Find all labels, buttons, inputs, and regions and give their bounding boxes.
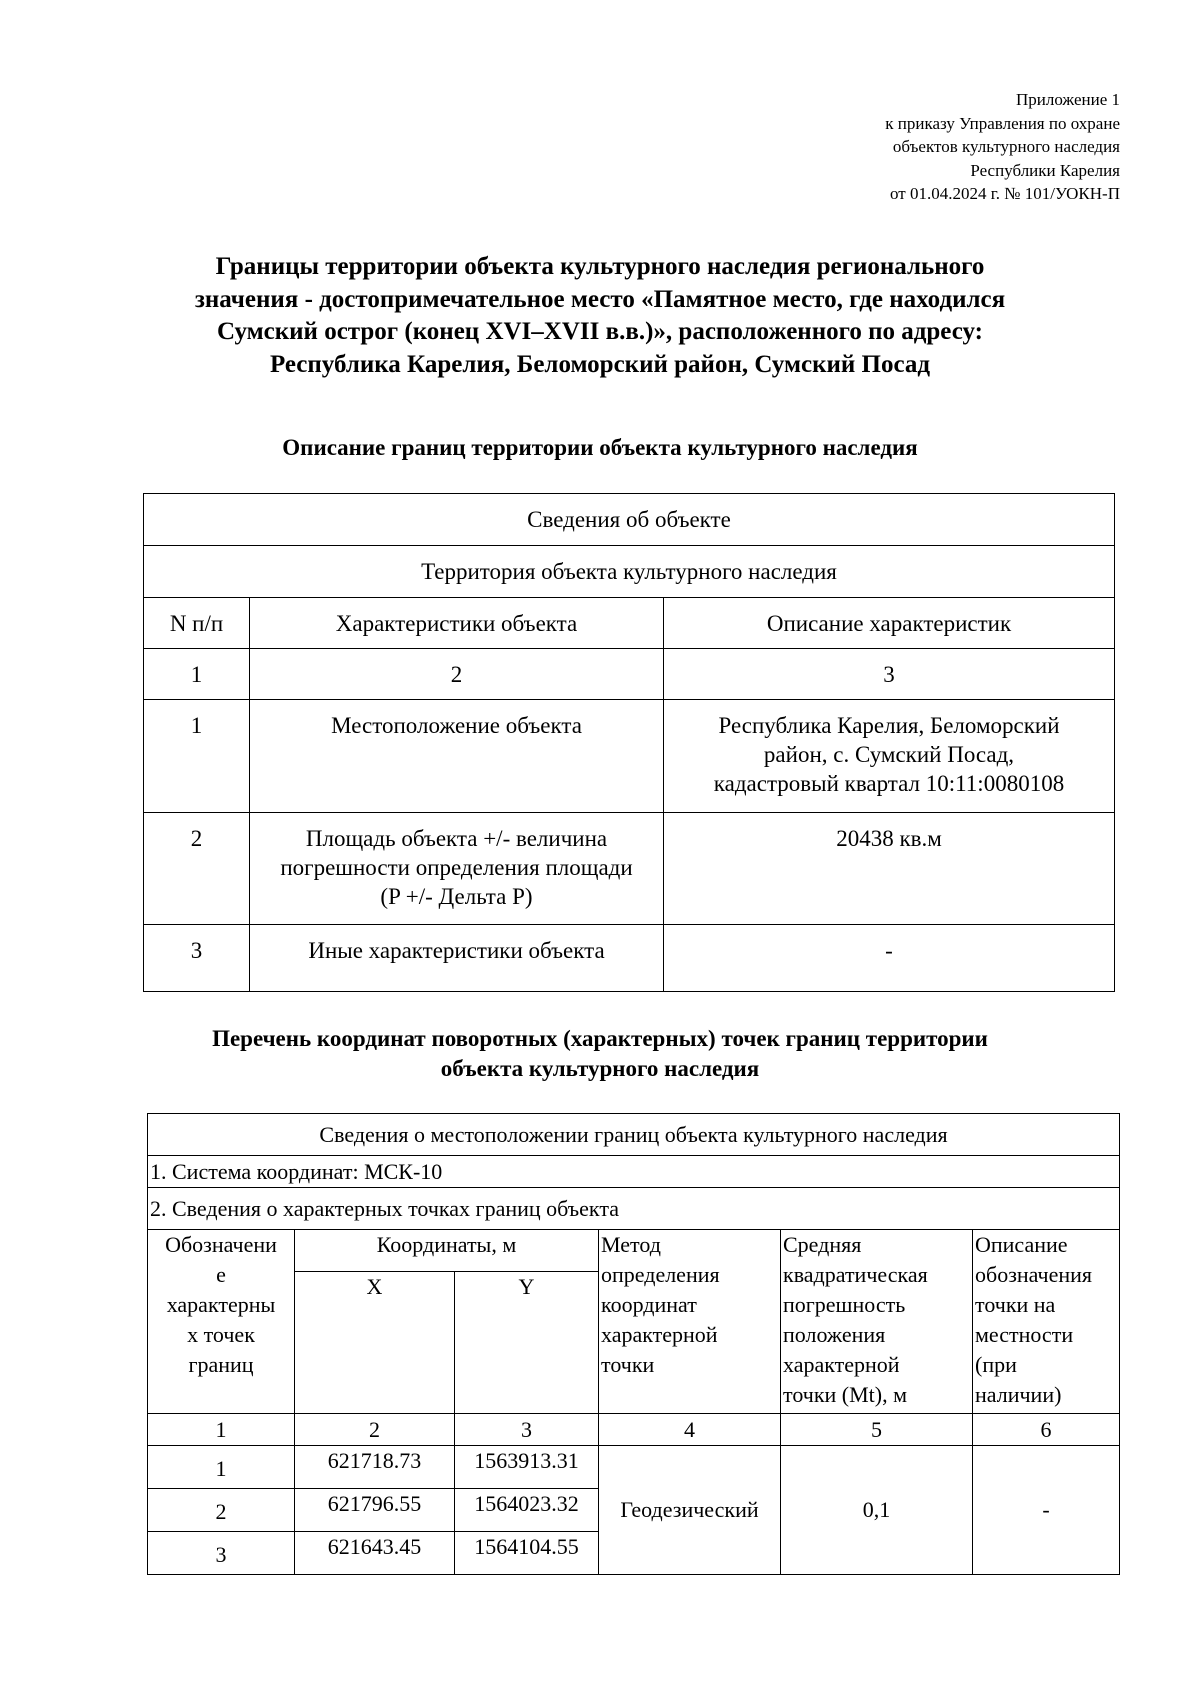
appendix-note [700, 88, 1120, 206]
row-characteristic: Местоположение объекта [250, 700, 664, 813]
row-description: Республика Карелия, Беломорский район, с. Сумский Посад, кадастровый квартал 10:11:0080108 [664, 700, 1115, 813]
table-row [144, 700, 1115, 813]
row-description: 20438 кв.м [664, 813, 1115, 925]
heading-line: объекта культурного наследия [440, 1056, 760, 1081]
appendix-line: к приказу Управления по охране [885, 113, 1120, 133]
column-header-error: Средняя квадратическая погрешность положения характерной точки (Mt), м [781, 1230, 973, 1414]
title-line: Республика Карелия, Беломорский район, Сумский Посад [269, 350, 931, 378]
title-line: Сумский острог (конец XVI–XVII в.в.)», расположенного по адресу: [217, 318, 983, 345]
title-line: значения - достопримечательное место «Памятное место, где находился [194, 285, 1006, 313]
column-header-designation: Обозначени е характерны х точек границ [148, 1230, 295, 1414]
appendix-line: Приложение 1 [1016, 90, 1120, 109]
column-number: 2 [295, 1414, 455, 1446]
appendix-line: Республики Карелия [970, 160, 1120, 180]
table-row [144, 925, 1115, 992]
column-header-y: Y [455, 1272, 599, 1414]
section2-heading [120, 1024, 1080, 1084]
point-y: 1564104.55 [455, 1532, 599, 1575]
point-id: 3 [148, 1532, 295, 1575]
point-x: 621718.73 [295, 1446, 455, 1489]
point-x: 621643.45 [295, 1532, 455, 1575]
column-header-number: N п/п [144, 598, 250, 649]
row-number: 3 [144, 925, 250, 992]
column-number: 3 [664, 649, 1115, 700]
points-header: 2. Сведения о характерных точках границ объекта [148, 1188, 1120, 1230]
column-number: 2 [250, 649, 664, 700]
document-title [120, 251, 1080, 381]
row-number: 1 [144, 700, 250, 813]
title-line: Границы территории объекта культурного наследия регионального [215, 253, 985, 280]
row-description: - [664, 925, 1115, 992]
section1-heading: Описание границ территории объекта культурного наследия [282, 435, 918, 460]
column-header-x: X [295, 1272, 455, 1414]
point-id: 1 [148, 1446, 295, 1489]
table-header: Сведения об объекте [144, 494, 1115, 546]
column-header-method: Метод определения координат характерной точки [599, 1230, 781, 1414]
point-method: Геодезический [599, 1446, 781, 1575]
column-number: 4 [599, 1414, 781, 1446]
row-characteristic: Иные характеристики объекта [250, 925, 664, 992]
point-y: 1564023.32 [455, 1489, 599, 1532]
appendix-line: от 01.04.2024 г. № 101/УОКН-П [890, 184, 1120, 203]
column-header-point-description: Описание обозначения точки на местности (при наличии) [973, 1230, 1120, 1414]
row-number: 2 [144, 813, 250, 925]
coordinates-table-header: Сведения о местоположении границ объекта культурного наследия [148, 1114, 1120, 1156]
appendix-line: объектов культурного наследия [892, 137, 1120, 156]
coordinates-table [147, 1113, 1120, 1575]
point-error: 0,1 [781, 1446, 973, 1575]
point-description: - [973, 1446, 1120, 1575]
column-header-characteristic: Характеристики объекта [250, 598, 664, 649]
column-number: 3 [455, 1414, 599, 1446]
heading-line: Перечень координат поворотных (характерных) точек границ территории [212, 1026, 988, 1051]
column-number: 1 [148, 1414, 295, 1446]
point-x: 621796.55 [295, 1489, 455, 1532]
point-y: 1563913.31 [455, 1446, 599, 1489]
table-row [144, 813, 1115, 925]
column-header-coordinates: Координаты, м [295, 1230, 599, 1272]
column-number: 1 [144, 649, 250, 700]
table-row [148, 1446, 1120, 1489]
point-id: 2 [148, 1489, 295, 1532]
object-info-table [143, 493, 1115, 992]
table-subheader: Территория объекта культурного наследия [144, 546, 1115, 598]
column-number: 6 [973, 1414, 1120, 1446]
row-characteristic: Площадь объекта +/- величина погрешности определения площади (P +/- Дельта P) [250, 813, 664, 925]
column-header-description: Описание характеристик [664, 598, 1115, 649]
column-number: 5 [781, 1414, 973, 1446]
coordinate-system: 1. Система координат: МСК-10 [148, 1156, 1120, 1188]
